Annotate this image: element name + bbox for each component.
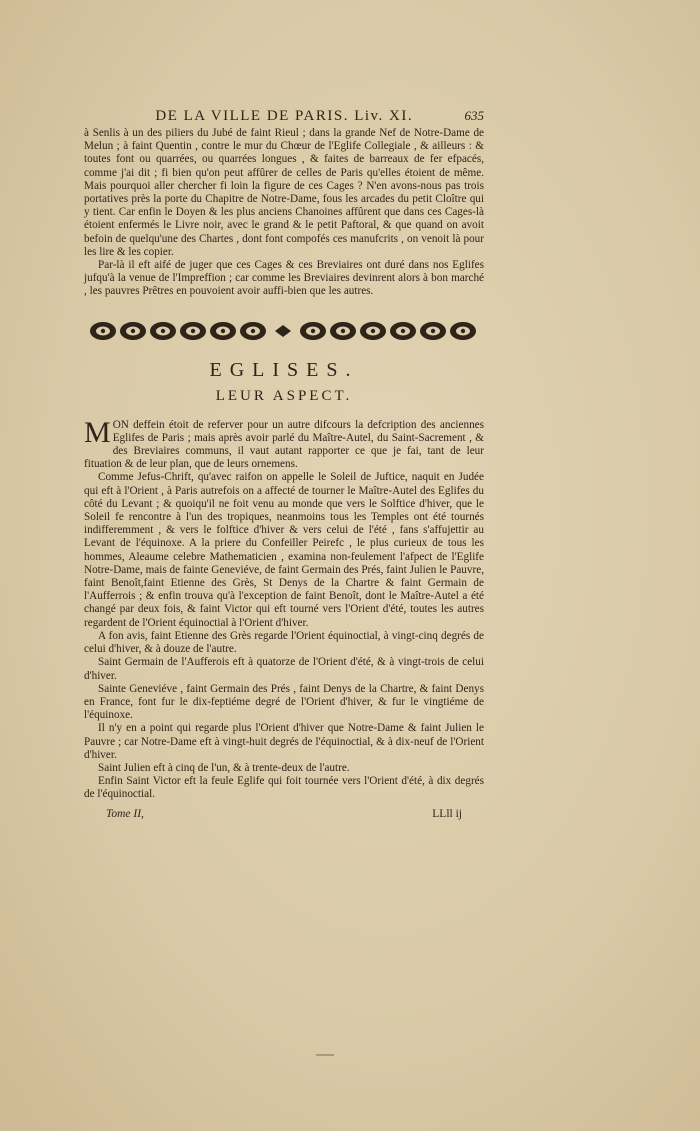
text-block: [84, 108, 484, 820]
fleuron-ornament-icon: [88, 320, 480, 342]
drop-cap: M: [84, 415, 111, 449]
intro-paragraph: à Senlis à un des piliers du Jubé de faint Rieul ; dans la grande Nef de Notre-Dame de Melun ; à faint Quentin , contre le mur du Chœur de l'Eglife Collegiale , & ailleurs : & toutes font ou quarrées, ou quarrées longues , & faites de barreaux de fer efpacés, comme j'ai dit ; fi bien qu'on peut affûrer de celles de Paris qu'elles étoient de même. Mais pourquoi aller chercher fi loin la figure de ces Cages ? N'en avons-nous pas trois portatives près la porte du Chapitre de Notre-Dame, fous les arcades du petit Cloître qui y tient. Car enfin le Doyen & les plus anciens Chanoines affûrent que dans ces Cages-là étoient enfermés le Livre noir, avec le grand & le petit Paftoral, & que quand on avoit befoin de quelqu'une des Chartes , dont font compofés ces manufcrits , on venoit là pour les lire & les copier.: [84, 127, 484, 258]
volume-mark: Tome II,: [106, 807, 144, 820]
fleuron-dot: [251, 328, 255, 332]
intro-paragraph: Par-là il eft aifé de juger que ces Cages & ces Breviaires ont duré dans nos Eglifes jufqu'à la venue de l'Impreffion ; car comme les Breviaires devinrent alors à bon marché , les pauvres Prêtres en pouvoient avoir auffi-bien que les autres.: [84, 259, 484, 298]
page-footer: [84, 808, 484, 820]
fleuron-dot: [431, 328, 435, 332]
section-title: EGLISES.: [209, 358, 359, 381]
body-paragraph: A fon avis, faint Etienne des Grès regarde l'Orient équinoctial, à vingt-cinq degrés de celui d'hiver, & à douze de l'autre.: [84, 629, 484, 656]
body-paragraph: Il n'y en a point qui regarde plus l'Orient d'hiver que Notre-Dame & faint Julien le Pauvre ; car Notre-Dame eft à vingt-huit degrés de l'équinoctial, & à dix-neuf de l'Orient d'hiver.: [84, 722, 484, 761]
signature-mark: LLll ij: [432, 807, 462, 820]
body-paragraph: Sainte Geneviéve , faint Germain des Prés , faint Denys de la Chartre, & faint Denys en France, font fur le dix-feptiéme degré de l'Orient d'hiver, & fur le vingtiéme de l'équinoxe.: [84, 682, 484, 722]
running-title: DE LA VILLE DE PARIS. Liv. XI.: [155, 108, 414, 124]
body-paragraph: Enfin Saint Victor eft la feule Eglife qui foit tournée vers l'Orient d'été, à dix degrés de l'équinoctial.: [84, 775, 484, 801]
fleuron-dot: [341, 328, 345, 332]
fleuron-dot: [311, 328, 315, 332]
fleuron-dot: [461, 328, 465, 332]
fleuron-dot: [101, 328, 105, 332]
fleuron-center: [275, 325, 291, 337]
section-subtitle: LEUR ASPECT.: [215, 387, 353, 404]
fleuron-dot: [161, 328, 165, 332]
body-paragraph: Saint Germain de l'Aufferois eft à quatorze de l'Orient d'été, & à vingt-trois de celui d'hiver.: [84, 656, 484, 682]
fleuron-dot: [191, 328, 195, 332]
first-paragraph: [84, 415, 484, 472]
fleuron-dot: [221, 328, 225, 332]
fleuron-dot: [401, 328, 405, 332]
fleuron-dot: [131, 328, 135, 332]
body-paragraph: Comme Jefus-Chrift, qu'avec raifon on appelle le Soleil de Juftice, naquit en Judée qui eft à l'Orient , à Paris autrefois on a affecté de tourner le Maître-Autel des Eglifes du côté du Levant ; & quoiqu'il ne foit venu au monde que vers le Solftice d'hiver, que le Soleil fe rencontre à l'un des tropiques, neanmoins tous les Temples ont été tournés indifferemment , & vers le folftice d'hiver & vers celui de l'été , fans s'affujettir au Levant de l'équinoxe. A la priere du Confeiller Peirefc , le plus curieux de tous les hommes, Aleaume celebre Mathematicien , examina non-feulement l'afpect de l'Eglife Notre-Dame, mais de fainte Geneviéve, de faint Germain des Prés, faint Julien le Pauvre, faint Benoît,faint Etienne des Grès, St Denys de la Chartre & faint Germain de l'Aufferrois ; & enfin trouva qu'à l'exception de faint Benoît, dont le Maître-Autel a été changé par deux fois, & faint Victor qui eft tourné vers l'Orient d'été, toutes les autres regardent de l'Orient équinoctial à l'Orient d'hiver.: [84, 471, 484, 629]
ornamental-band: [84, 319, 484, 343]
body-paragraph: Saint Julien eft à cinq de l'un, & à trente-deux de l'autre.: [98, 761, 350, 774]
page-blemish: [316, 1054, 334, 1056]
page-number: 635: [464, 108, 484, 123]
first-paragraph-text: ON deffein étoit de referver pour un autre difcours la defcription des anciennes Eglifes de Paris ; mais après avoir parlé du Maître-Autel, du Saint-Sacrement , & des Breviaires communs, il vaut autant rapporter ce que je fai, tant de leur fituation & de leur plan, que de leurs ornemens.: [84, 418, 484, 471]
fleuron-dot: [371, 328, 375, 332]
running-head: [84, 108, 484, 125]
